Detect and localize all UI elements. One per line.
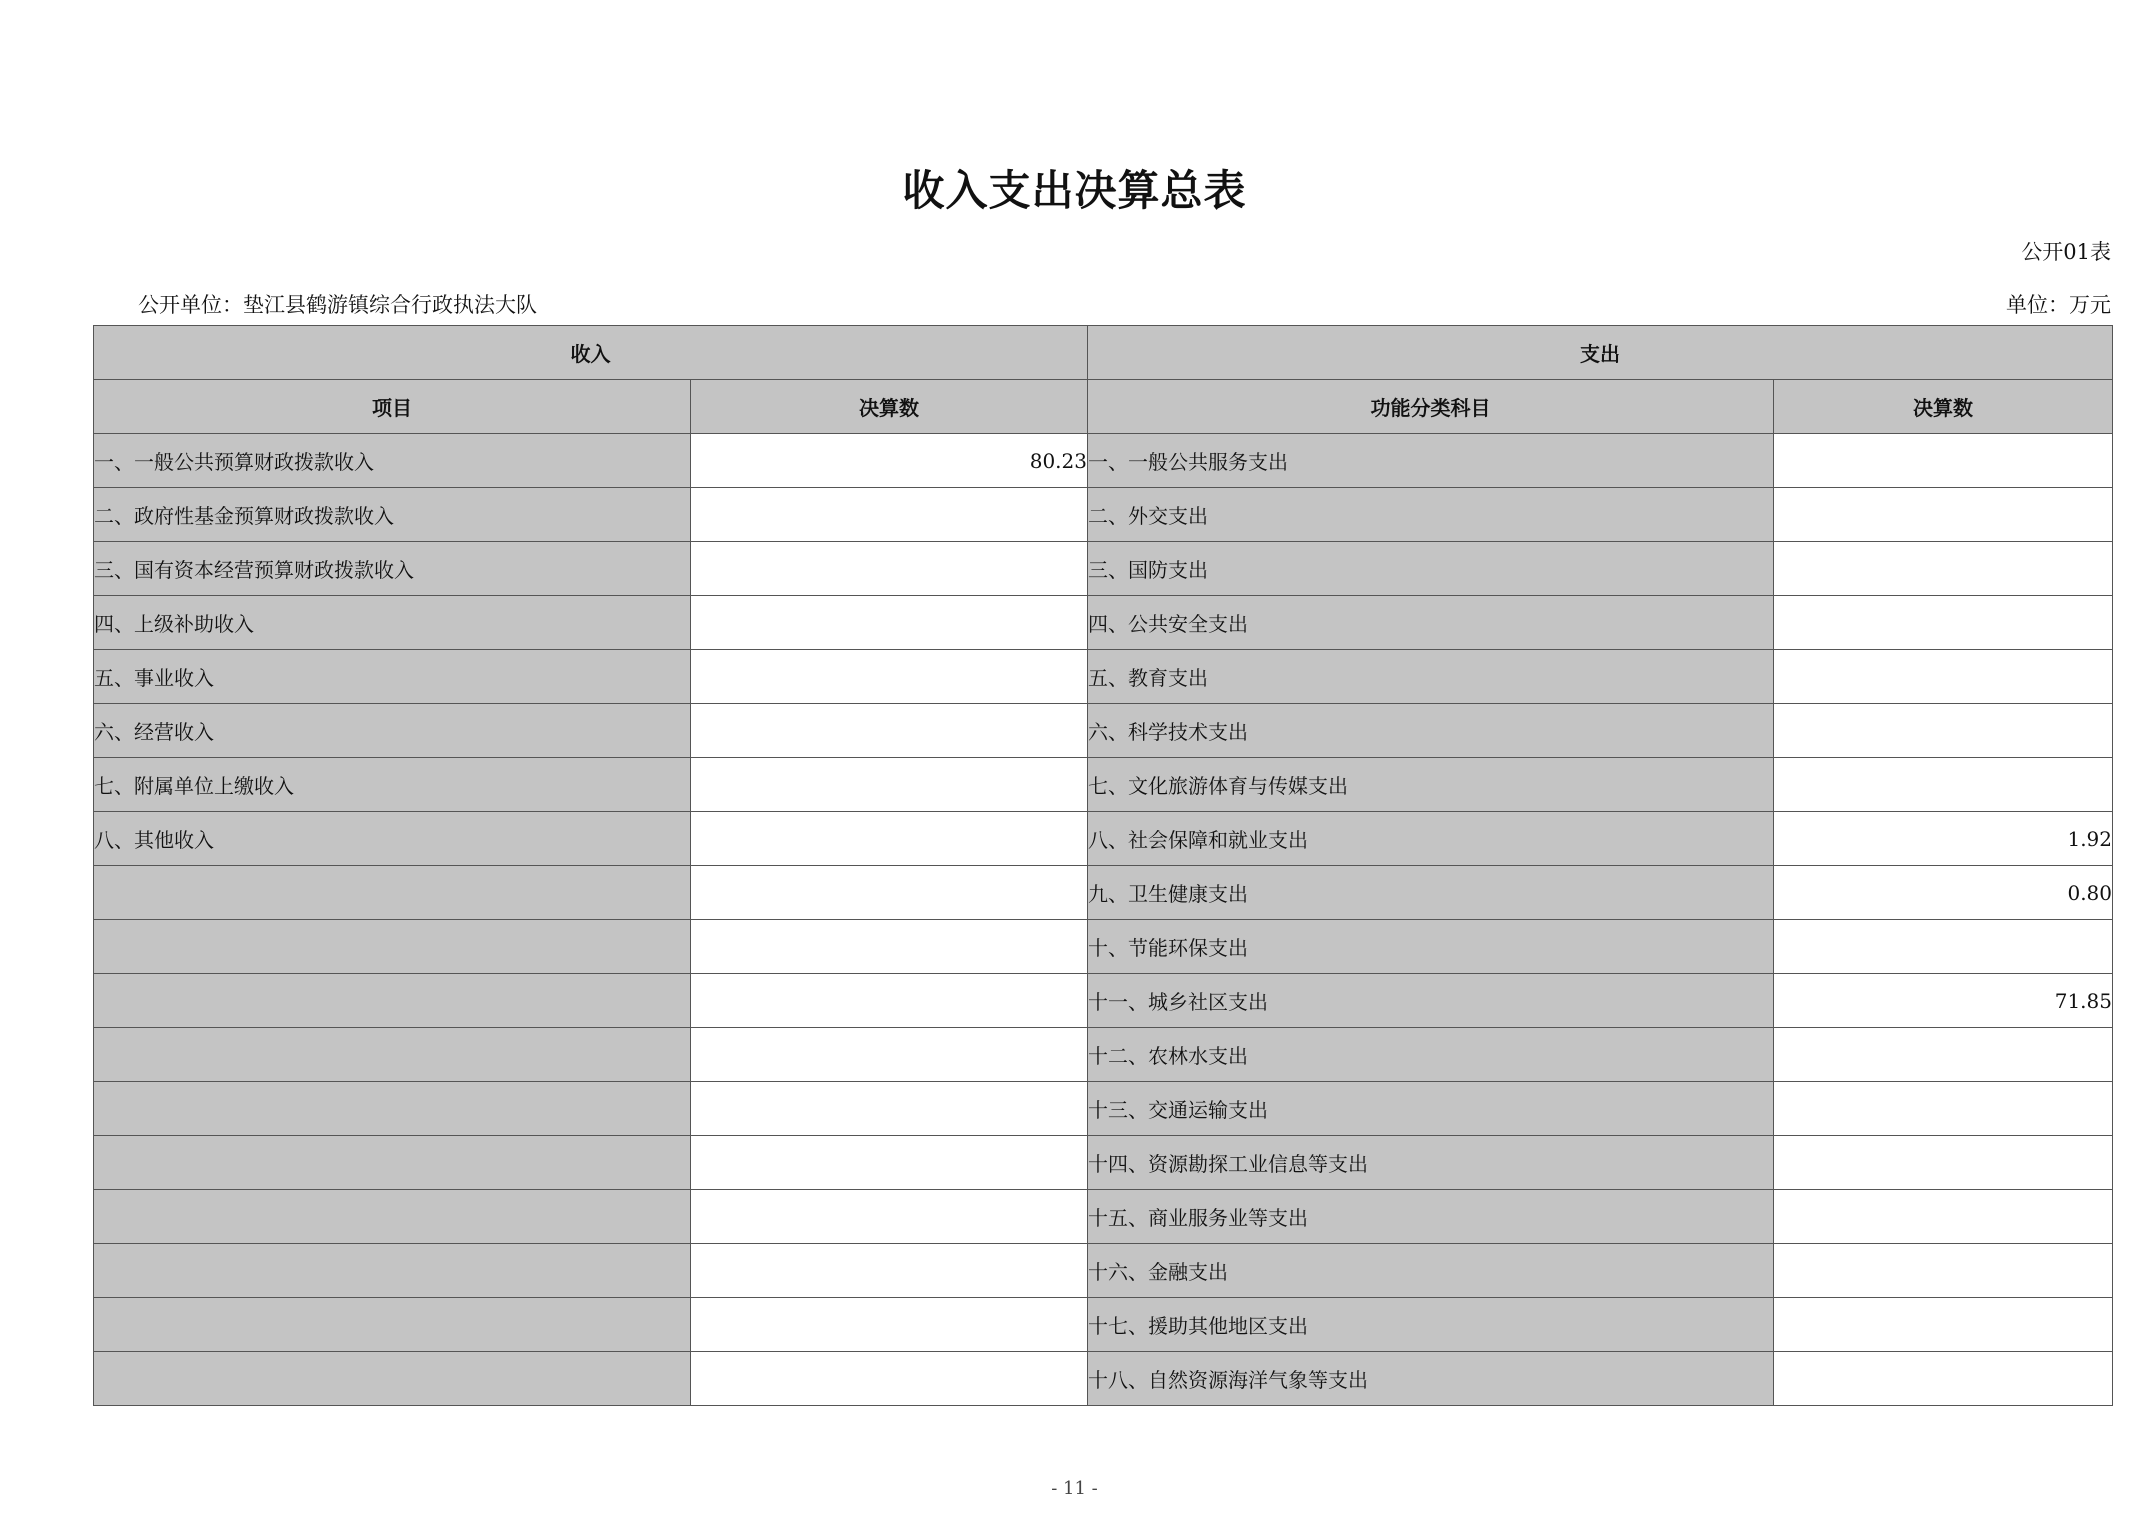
income-amount-cell	[691, 650, 1088, 704]
expense-item-cell: 三、国防支出	[1088, 542, 1774, 596]
expense-amount-cell	[1774, 542, 2113, 596]
function-category-column-header: 功能分类科目	[1088, 380, 1774, 434]
income-item-cell	[94, 1244, 691, 1298]
income-item-cell	[94, 1082, 691, 1136]
income-amount-cell	[691, 1352, 1088, 1406]
expense-item-cell: 十八、自然资源海洋气象等支出	[1088, 1352, 1774, 1406]
table-row	[94, 1352, 2113, 1406]
income-section-header: 收入	[94, 326, 1088, 380]
income-amount-cell	[691, 812, 1088, 866]
income-amount-cell	[691, 1190, 1088, 1244]
expense-amount-column-header: 决算数	[1774, 380, 2113, 434]
table-row	[94, 1244, 2113, 1298]
table-row	[94, 974, 2113, 1028]
expense-amount-cell	[1774, 1136, 2113, 1190]
expense-item-cell: 十一、城乡社区支出	[1088, 974, 1774, 1028]
income-item-cell: 四、上级补助收入	[94, 596, 691, 650]
expense-item-cell: 一、一般公共服务支出	[1088, 434, 1774, 488]
income-item-cell: 二、政府性基金预算财政拨款收入	[94, 488, 691, 542]
table-row	[94, 866, 2113, 920]
income-amount-cell	[691, 920, 1088, 974]
income-amount-column-header: 决算数	[691, 380, 1088, 434]
expense-amount-cell: 1.92	[1774, 812, 2113, 866]
table-row	[94, 1082, 2113, 1136]
table-row	[94, 758, 2113, 812]
income-item-cell: 五、事业收入	[94, 650, 691, 704]
income-item-cell	[94, 920, 691, 974]
expense-amount-cell	[1774, 1028, 2113, 1082]
income-item-cell	[94, 1136, 691, 1190]
income-amount-cell	[691, 1082, 1088, 1136]
income-amount-cell	[691, 542, 1088, 596]
table-row	[94, 650, 2113, 704]
expense-item-cell: 九、卫生健康支出	[1088, 866, 1774, 920]
expense-amount-cell	[1774, 758, 2113, 812]
income-item-cell: 七、附属单位上缴收入	[94, 758, 691, 812]
expense-amount-cell	[1774, 704, 2113, 758]
income-amount-cell	[691, 488, 1088, 542]
table-row	[94, 488, 2113, 542]
reporting-organization: 公开单位：垫江县鹤游镇综合行政执法大队	[138, 293, 537, 317]
income-item-cell	[94, 1028, 691, 1082]
income-amount-cell	[691, 1244, 1088, 1298]
table-row	[94, 1028, 2113, 1082]
expense-amount-cell: 0.80	[1774, 866, 2113, 920]
table-row	[94, 542, 2113, 596]
income-expense-table	[93, 325, 2113, 1406]
expense-amount-cell: 71.85	[1774, 974, 2113, 1028]
expense-item-cell: 五、教育支出	[1088, 650, 1774, 704]
page-number: - 11 -	[1051, 1478, 1098, 1499]
expense-item-cell: 十五、商业服务业等支出	[1088, 1190, 1774, 1244]
expense-amount-cell	[1774, 1298, 2113, 1352]
expense-item-cell: 七、文化旅游体育与传媒支出	[1088, 758, 1774, 812]
income-item-cell	[94, 866, 691, 920]
table-row	[94, 1136, 2113, 1190]
expense-section-header: 支出	[1088, 326, 2113, 380]
expense-amount-cell	[1774, 596, 2113, 650]
table-row	[94, 596, 2113, 650]
currency-unit: 单位：万元	[2006, 293, 2111, 317]
income-item-cell	[94, 1190, 691, 1244]
expense-item-cell: 十、节能环保支出	[1088, 920, 1774, 974]
income-amount-cell	[691, 758, 1088, 812]
income-amount-cell	[691, 596, 1088, 650]
table-row	[94, 704, 2113, 758]
income-item-cell: 八、其他收入	[94, 812, 691, 866]
table-row	[94, 812, 2113, 866]
expense-item-cell: 十四、资源勘探工业信息等支出	[1088, 1136, 1774, 1190]
expense-item-cell: 十六、金融支出	[1088, 1244, 1774, 1298]
income-amount-cell	[691, 974, 1088, 1028]
column-header-row	[94, 380, 2113, 434]
income-item-cell: 六、经营收入	[94, 704, 691, 758]
table-row	[94, 1190, 2113, 1244]
income-item-cell	[94, 1298, 691, 1352]
expense-item-cell: 六、科学技术支出	[1088, 704, 1774, 758]
table-row	[94, 1298, 2113, 1352]
page-title: 收入支出决算总表	[902, 166, 1247, 215]
income-amount-cell	[691, 1136, 1088, 1190]
income-item-cell	[94, 1352, 691, 1406]
table-row	[94, 434, 2113, 488]
expense-item-cell: 十七、援助其他地区支出	[1088, 1298, 1774, 1352]
expense-amount-cell	[1774, 650, 2113, 704]
income-amount-cell	[691, 866, 1088, 920]
expense-item-cell: 四、公共安全支出	[1088, 596, 1774, 650]
expense-amount-cell	[1774, 1082, 2113, 1136]
expense-amount-cell	[1774, 1244, 2113, 1298]
income-item-cell: 三、国有资本经营预算财政拨款收入	[94, 542, 691, 596]
expense-amount-cell	[1774, 1190, 2113, 1244]
expense-amount-cell	[1774, 488, 2113, 542]
table-row	[94, 920, 2113, 974]
expense-item-cell: 八、社会保障和就业支出	[1088, 812, 1774, 866]
expense-amount-cell	[1774, 920, 2113, 974]
expense-item-cell: 十三、交通运输支出	[1088, 1082, 1774, 1136]
expense-item-cell: 二、外交支出	[1088, 488, 1774, 542]
income-item-cell	[94, 974, 691, 1028]
expense-amount-cell	[1774, 434, 2113, 488]
item-column-header: 项目	[94, 380, 691, 434]
income-item-cell: 一、一般公共预算财政拨款收入	[94, 434, 691, 488]
income-amount-cell	[691, 704, 1088, 758]
expense-item-cell: 十二、农林水支出	[1088, 1028, 1774, 1082]
expense-amount-cell	[1774, 1352, 2113, 1406]
form-number: 公开01表	[2021, 240, 2111, 264]
income-amount-cell	[691, 1028, 1088, 1082]
section-header-row	[94, 326, 2113, 380]
unit-row	[138, 289, 2111, 319]
income-amount-cell	[691, 1298, 1088, 1352]
income-amount-cell: 80.23	[691, 434, 1088, 488]
